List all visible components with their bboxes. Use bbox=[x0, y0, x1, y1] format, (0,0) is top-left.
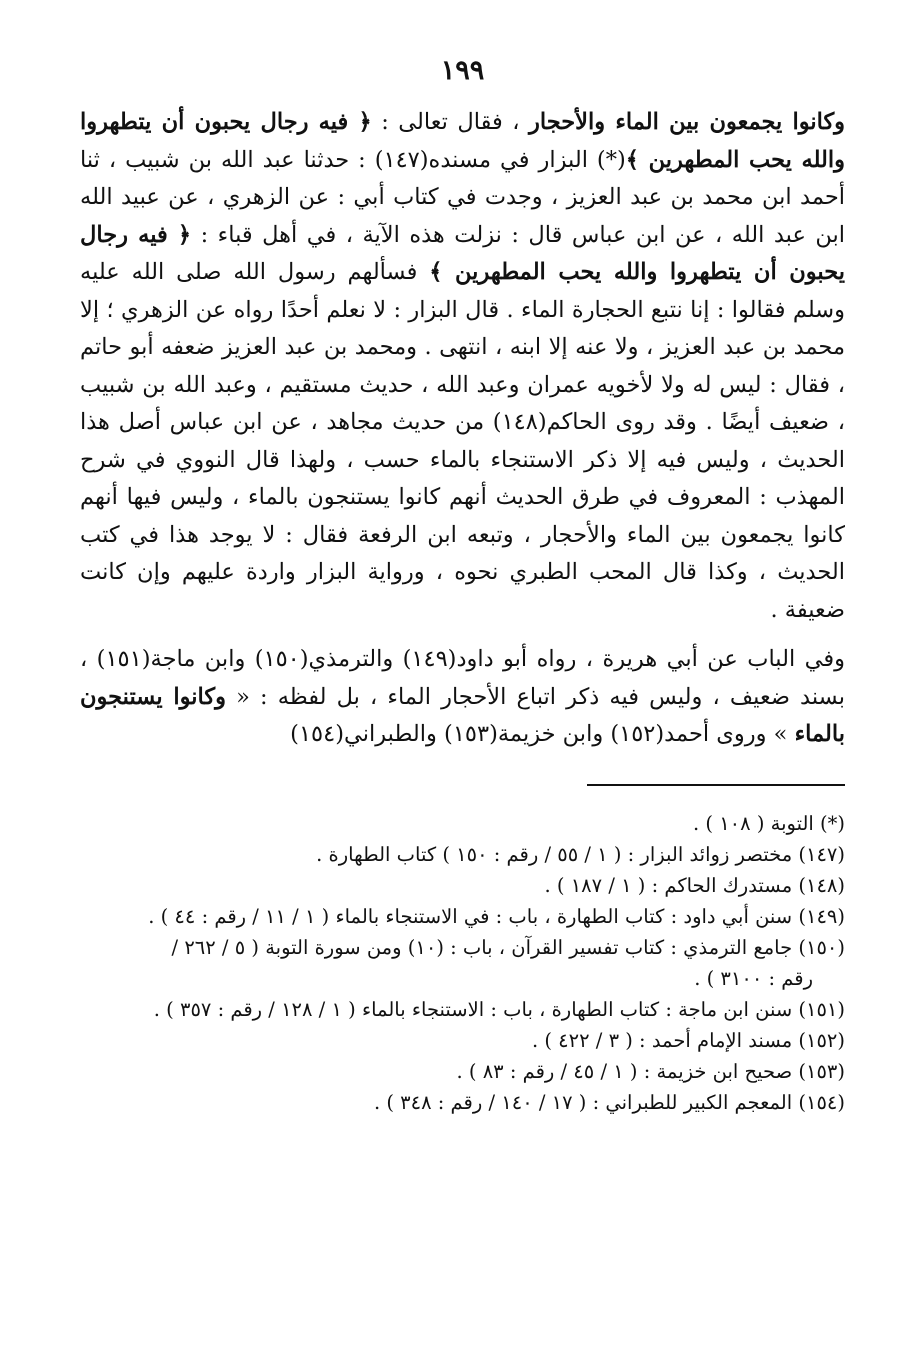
paragraph-segment: ، فقال تعالى : bbox=[371, 109, 530, 135]
paragraph-segment: وكانوا يجمعون بين الماء والأحجار bbox=[529, 109, 846, 135]
paragraph-segment: (*) البزار في مسنده(١٤٧) : حدثنا عبد الله بن شبيب ، ثنا أحمد ابن محمد بن عبد العزيز ، وجدت في كتاب أبي : عن الزهري ، عن عبيد الله ابن عبد الله ، عن ابن عباس قال : نزلت هذه الآية ، في أهل قباء : bbox=[80, 146, 846, 248]
footnote: (١٥٣) صحيح ابن خزيمة : ( ١ / ٤٥ / رقم : ٨٣ ) . bbox=[456, 1059, 845, 1083]
footnote-continuation: رقم : ٣١٠٠ ) . bbox=[694, 966, 813, 990]
footnote: (١٥٠) جامع الترمذي : كتاب تفسير القرآن ، باب : (١٠) ومن سورة التوبة ( ٥ / ٢٦٢ / bbox=[171, 935, 845, 959]
paragraph-segment: ﴿ فيه رجال يحبون أن يتطهروا والله يحب المطهرين ﴾ bbox=[80, 109, 846, 173]
body-paragraph-1 bbox=[80, 104, 845, 629]
paragraph-segment: ﴿ فيه رجال يحبون أن يتطهروا والله يحب المطهرين ﴾ bbox=[80, 221, 845, 285]
footnote: (*) التوبة ( ١٠٨ ) . bbox=[693, 811, 845, 835]
page-number: ١٩٩ bbox=[440, 55, 485, 86]
footnote: (١٤٨) مستدرك الحاكم : ( ١ / ١٨٧ ) . bbox=[544, 873, 845, 897]
footnotes-list bbox=[80, 808, 845, 1118]
paragraph-segment: فسألهم رسول الله صلى الله عليه وسلم فقالوا : إنا نتبع الحجارة الماء . قال البزار : لا نعلم أحدًا رواه عن الزهري ؛ إلا محمد بن عبد العزيز ، ولا عنه إلا ابنه ، انتهى . ومحمد بن عبد العزيز ضعفه أبو حاتم ، فقال : ليس له ولا لأخويه عمران وعبد الله ، حديث مستقيم ، وعبد الله بن شبيب ، ضعيف أيضًا . وقد روى الحاكم(١٤٨) من حديث مجاهد ، عن ابن عباس أصل هذا الحديث ، وليس فيه إلا ذكر الاستنجاء بالماء حسب ، ولهذا قال النووي في شرح المهذب : المعروف في طرق الحديث أنهم كانوا يستنجون بالماء ، وليس فيها أنهم كانوا يجمعون بين الماء والأحجار ، وتبعه ابن الرفعة فقال : لا يوجد هذا في كتب الحديث ، وكذا قال المحب الطبري نحوه ، ورواية البزار واردة عليهم وإن كانت ضعيفة . bbox=[80, 259, 845, 623]
footnote: (١٥٢) مسند الإمام أحمد : ( ٣ / ٤٢٢ ) . bbox=[531, 1028, 845, 1052]
footnote: (١٤٧) مختصر زوائد البزار : ( ١ / ٥٥ / رقم : ١٥٠ ) كتاب الطهارة . bbox=[316, 842, 845, 866]
footnote-divider bbox=[587, 784, 845, 786]
footnote: (١٥١) سنن ابن ماجة : كتاب الطهارة ، باب : الاستنجاء بالماء ( ١ / ١٢٨ / رقم : ٣٥٧ ) . bbox=[153, 997, 845, 1021]
footnote: (١٥٤) المعجم الكبير للطبراني : ( ١٧ / ١٤٠ / رقم : ٣٤٨ ) . bbox=[373, 1090, 845, 1114]
paragraph-segment: » وروى أحمد(١٥٢) وابن خزيمة(١٥٣) والطبراني(١٥٤) bbox=[290, 721, 795, 747]
paragraph-segment: وكانوا يستنجون بالماء bbox=[80, 683, 845, 747]
body-paragraph-2 bbox=[80, 641, 845, 754]
footnote: (١٤٩) سنن أبي داود : كتاب الطهارة ، باب : في الاستنجاء بالماء ( ١ / ١١ / رقم : ٤٤ ) . bbox=[148, 904, 845, 928]
paragraph-segment: وفي الباب عن أبي هريرة ، رواه أبو داود(١٤٩) والترمذي(١٥٠) وابن ماجة(١٥١) ، بسند ضعيف ، وليس فيه ذكر اتباع الأحجار الماء ، بل لفظه : « bbox=[80, 646, 845, 710]
document-page bbox=[80, 55, 845, 1118]
